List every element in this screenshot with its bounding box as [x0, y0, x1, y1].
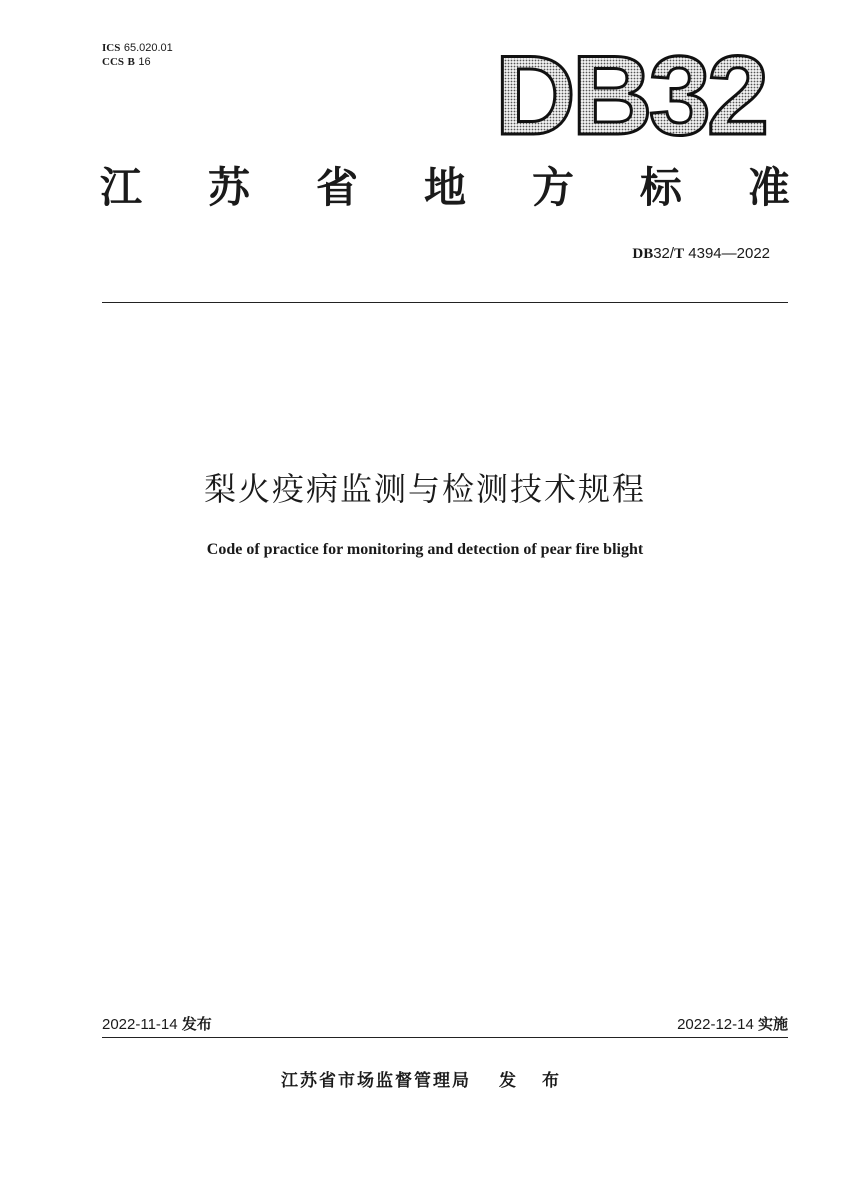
title-char: 准	[747, 163, 790, 212]
title-char: 苏	[207, 163, 250, 212]
footer-divider	[102, 1037, 788, 1038]
title-char: 地	[423, 163, 466, 212]
ccs-value: 16	[138, 56, 151, 68]
document-title-english: Code of practice for monitoring and detection of pear fire blight	[206, 541, 644, 558]
implementation-date	[677, 1013, 788, 1034]
document-title-chinese: 梨火疫病监测与检测技术规程	[203, 470, 646, 508]
standard-number	[632, 244, 770, 263]
title-char: 省	[315, 163, 358, 212]
implementation-date-label: 实施	[757, 1015, 788, 1033]
publisher	[0, 1066, 850, 1091]
ics-label: ICS	[102, 42, 121, 54]
db32-logo-text: DB32	[494, 38, 766, 148]
title-char: 江	[100, 163, 143, 212]
implementation-date-value: 2022-12-14	[677, 1016, 754, 1033]
ccs-letter: B	[127, 56, 135, 68]
standard-number-rest: 4394—2022	[684, 245, 770, 262]
ics-value: 65.020.01	[123, 42, 173, 54]
header-divider	[102, 302, 788, 303]
publish-action: 发 布	[499, 1071, 569, 1091]
standard-category-title	[100, 162, 790, 214]
title-char: 标	[639, 163, 682, 212]
db32-logo	[480, 38, 780, 148]
ccs-label: CCS	[102, 56, 125, 68]
issue-date-value: 2022-11-14	[102, 1016, 178, 1033]
standard-number-mid: 32/	[653, 245, 675, 262]
ics-code	[102, 41, 173, 55]
publisher-name: 江苏省市场监督管理局	[281, 1071, 472, 1091]
standard-number-type: T	[674, 246, 685, 262]
issue-date-label: 发布	[181, 1015, 212, 1033]
issue-date	[102, 1013, 212, 1034]
ccs-code	[102, 55, 151, 69]
db32-logo-graphic	[480, 38, 780, 148]
standard-number-prefix: DB	[632, 246, 654, 262]
title-char: 方	[531, 163, 574, 212]
